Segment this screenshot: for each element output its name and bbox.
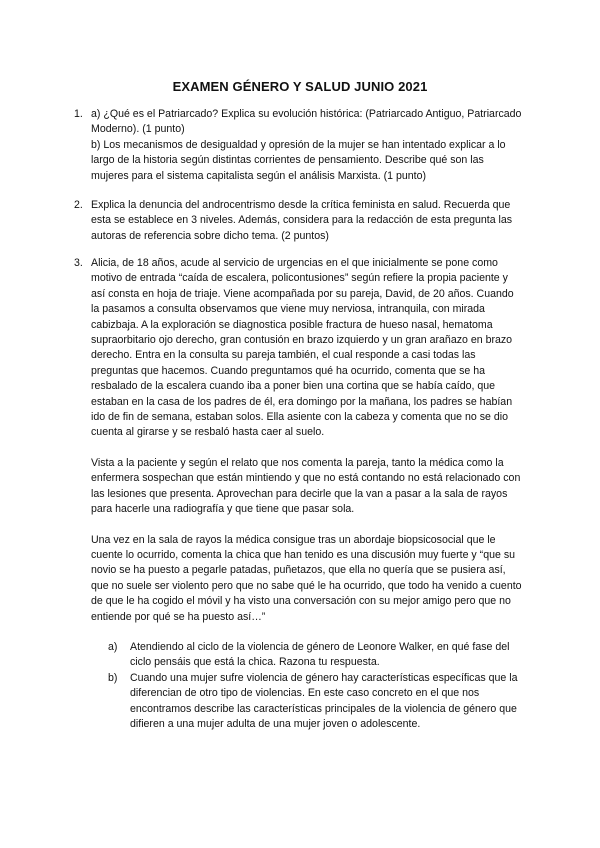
case-paragraph-1: Alicia, de 18 años, acude al servicio de urgencias en el que inicialmente se pone como motivo de entrada “caída de escalera, policontusiones” según refiere la propia paciente y así consta en hoja de triaje. Viene acompañada por su pareja, David, de 20 años. Cuando la pasamos a consulta observamos que viene muy nerviosa, intranquila, con mirada cabizbaja. A la exploración se diagnostica posible fractura de hueso nasal, hematoma supraorbitario ojo derecho, gran contusión en brazo izquierdo y un gran arañazo en brazo derecho. Entra en la consulta su pareja también, el cual responde a casi todas las preguntas que hacemos. Cuando preguntamos qué ha ocurrido, comenta que se ha resbalado de la escalera cuando iba a poner bien una cortina que se había caído, que estaban en la casa de los padres de él, era domingo por la mañana, los padres se habían ido de fin de semana, estaban solos. Ella asiente con la cabeza y comenta que no se dio cuenta al girarse y se resbaló hasta caer al suelo. bbox=[91, 257, 514, 439]
question-3 bbox=[74, 256, 523, 732]
subquestion-marker: a) bbox=[108, 640, 118, 653]
subquestion-marker: b) bbox=[108, 671, 118, 684]
subquestion-b bbox=[91, 671, 523, 733]
question-1-part-b: b) Los mecanismos de desigualdad y opresión de la mujer se han intentado explicar a lo largo de la historia según distintas corrientes de pensamiento. Describe qué son las mujeres para el sistema capitalista según el análisis Marxista. (1 punto) bbox=[91, 138, 506, 182]
exam-title: EXAMEN GÉNERO Y SALUD JUNIO 2021 bbox=[172, 79, 428, 94]
subquestion-text: Atendiendo al ciclo de la violencia de género de Leonore Walker, en qué fase del ciclo pensáis que está la chica. Razona tu respuesta. bbox=[130, 640, 510, 669]
subquestion-text: Cuando una mujer sufre violencia de género hay características específicas que la diferencian de otro tipo de violencias. En este caso concreto en el que nos encontramos describe las características principales de la violencia de género que difieren a una mujer adulta de una mujer joven o adolescente. bbox=[130, 671, 518, 730]
question-2-text: Explica la denuncia del androcentrismo desde la crítica feminista en salud. Recuerda que esta se establece en 3 niveles. Además, considera para la redacción de esta pregunta las autoras de referencia sobre dicho tema. (2 puntos) bbox=[91, 199, 513, 242]
subquestion-list bbox=[91, 640, 523, 732]
question-1-part-a: a) ¿Qué es el Patriarcado? Explica su evolución histórica: (Patriarcado Antiguo, Patriarcado Moderno). (1 punto) bbox=[91, 108, 522, 136]
question-2 bbox=[74, 198, 523, 244]
question-number: 2. bbox=[74, 199, 83, 211]
question-1 bbox=[74, 107, 523, 184]
question-number: 1. bbox=[74, 108, 83, 120]
subquestion-a bbox=[91, 640, 523, 671]
case-paragraph-2: Vista a la paciente y según el relato que nos comenta la pareja, tanto la médica como la enfermera sospechan que están mintiendo y que no está contando no está relacionado con las lesiones que presenta. Aprovechan para decirle que la van a pasar a la sala de rayos para hacerle una radiografía y que tiene que pasar sola. bbox=[91, 456, 521, 516]
case-paragraph-3: Una vez en la sala de rayos la médica consigue tras un abordaje biopsicosocial que le cuente lo ocurrido, comenta la chica que han tenido es una discusión muy fuerte y “que su novio se ha puesto a pegarle patadas, puñetazos, que ella no quería que se pusiera así, que no suele ser violento pero que no sabe qué le ha ocurrido, que todo ha venido a cuento de que le ha cogido el móvil y ha visto una conversación con su mejor amigo pero que no entiende por qué se ha puesto así…” bbox=[91, 533, 522, 623]
question-number: 3. bbox=[74, 257, 83, 269]
